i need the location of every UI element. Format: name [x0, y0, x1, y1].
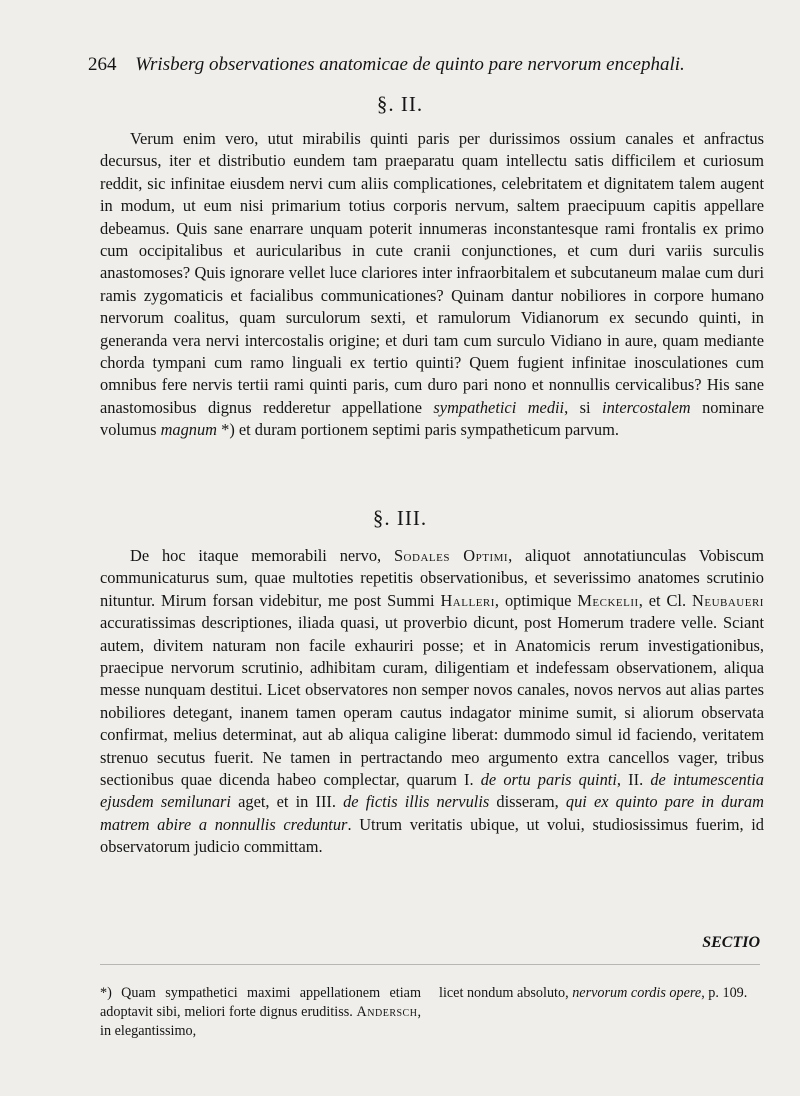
small-caps-name: Neubaueri	[692, 590, 764, 610]
text-run: accuratissimas descriptiones, iliada quasi, ut proverbio dicunt, post Homerum tradere velle. Sciant autem, divitem naturam non facile exhauriri posse; et in Anatomicis rerum investigationibus, praecipue nervorum scrutinio, adhibitam curam, diligentiam et indefessam observationem, aliqua messe nunquam destitui. Licet observatores non semper novos canales, novos nervos aut alias partes nobiliores detegant, inanem tamen operam cautus indagator minime sumit, si aliorum observata confirmat, melius determinat, aut ab aliqua caligine liberat: dummodo simul id faciendo, veritatem strenuo secutus fuerit. Ne tamen in pertractando meo argumento extra cancellos vager, tribus sectionibus quae dicenda habeo complectar, quarum I.	[100, 613, 764, 790]
text-run: Verum enim vero, utut mirabilis quinti paris per durissimos ossium canales et anfractus decursus, iter et distributio eundem tam praeparatu quam intellectu satis difficilem et curiosum reddit, sic infinitae eiusdem nervi cum aliis complicationes, celebritatem et dignitatem talem augent in modum, ut eum nisi primarium totius corporis nervum, saltem praecipuum capitis appellare debeamus. Quis sane enarrare unquam poterit innumeras inconstantesque rami frontalis ex primo cum occipitalibus et auricularibus in cute cranii conjunctiones, et cum duri variis surculis anastomoses? Quis ignorare vellet luce clariores inter infraorbitalem et subcutaneum malae cum duri ramis zygomaticis et facialibus communicationes? Quinam dantur nobiliores in corpore humano nervorum coalitus, quam surculorum sexti, et ramulorum Vidianorum ex secundo quinti, in generanda vera nervi intercostalis origine; et duri tam cum surculo Vidiano in aure, quam mediante chorda tympani cum ramo linguali ex tertio quinti? Quem fugient infinitae inosculationes cum omnibus fere nervis tertii rami quinti paris, cum duro pari nono et nonnullis cervicalibus? His sane anastomosibus dignus redderetur appellatione	[100, 129, 764, 417]
italic-term: nervorum cordis opere	[572, 985, 702, 1001]
section-3-body	[100, 545, 764, 859]
italic-term: de intumescentia ejusdem semilunari	[100, 770, 765, 812]
small-caps-name: Sodales Optimi	[393, 546, 509, 565]
italic-term: intercostalem	[602, 397, 691, 417]
italic-term: de ortu paris quinti	[480, 770, 617, 790]
section-3-heading: §. III.	[372, 506, 428, 530]
section-3-paragraph	[100, 545, 764, 859]
italic-term: de fictis illis nervulis	[343, 792, 490, 812]
text-run: aget, et in III.	[230, 792, 344, 812]
small-caps-name: Meckelii	[577, 590, 639, 610]
running-header	[88, 54, 698, 76]
text-run: , II.	[616, 770, 651, 790]
small-caps-name: Halleri	[440, 590, 495, 610]
footnote-divider	[100, 964, 760, 965]
text-run: *) et duram portionem septimi paris sympatheticum parvum.	[217, 420, 619, 440]
text-run: , aliquot annotatiunculas Vobiscum communicaturus sum, quae multoties repetitis observationibus, et severissimo anatomes scrutinio nituntur. Mirum forsan videbitur, me post Summi	[100, 546, 764, 610]
text-run: , et Cl.	[638, 590, 693, 610]
text-run: licet nondum absoluto,	[439, 985, 573, 1001]
text-run: *) Quam sympathetici maximi appellationem etiam adoptavit sibi, meliori forte dignus eruditiss.	[100, 985, 421, 1020]
text-run: , optimique	[494, 590, 578, 610]
section-2-heading: §. II.	[376, 92, 424, 116]
text-run: , p. 109.	[701, 985, 748, 1001]
text-run: nominare volumus	[100, 397, 764, 440]
footnote-column-right	[439, 984, 760, 1041]
text-run: , in elegantissimo,	[100, 1004, 421, 1039]
section-2-body	[100, 128, 764, 442]
italic-term: qui ex quinto pare in duram matrem abire a nonnullis creduntur	[100, 792, 764, 834]
footnote-column-left	[100, 984, 421, 1041]
italic-term: magnum	[160, 420, 218, 440]
text-run: , si	[564, 397, 603, 417]
catchword: SECTIO	[702, 934, 760, 951]
text-run: . Utrum veritatis ubique, ut volui, studiosissimus fuerim, id observatorum judicio committam.	[100, 814, 764, 857]
small-caps-name: Andersch	[356, 1004, 418, 1020]
italic-term: sympathetici medii	[433, 397, 565, 417]
footnote	[100, 984, 760, 1041]
text-run: De hoc itaque memorabili nervo,	[130, 546, 394, 565]
page-number: 264	[88, 54, 117, 75]
running-title: Wrisberg observationes anatomicae de quinto pare nervorum encephali.	[135, 54, 685, 75]
text-run: disseram,	[489, 792, 566, 812]
section-2-paragraph	[100, 128, 764, 442]
